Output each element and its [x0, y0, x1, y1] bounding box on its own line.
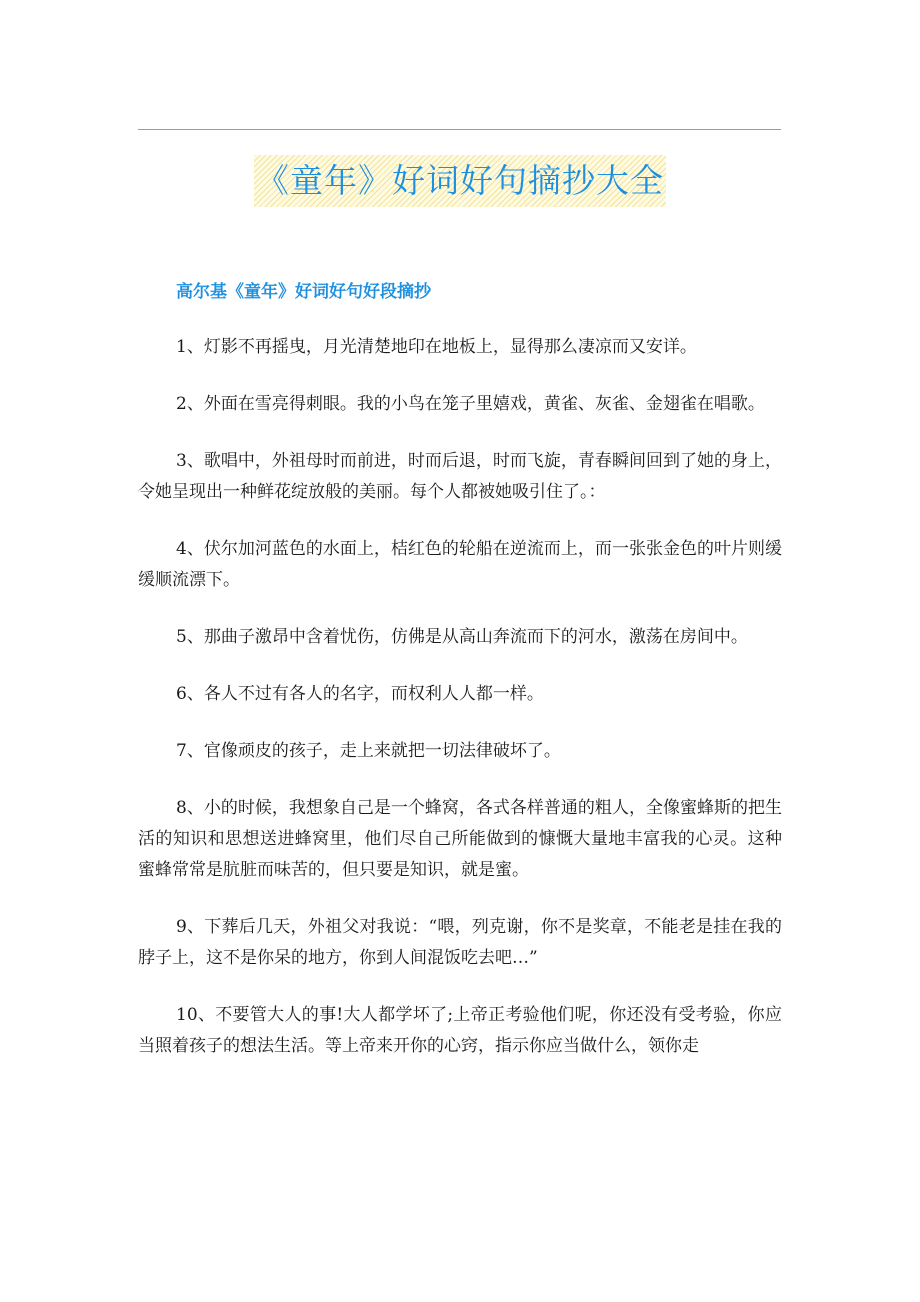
title-container: [0, 155, 920, 207]
header-rule: [138, 129, 781, 130]
paragraph: 10、不要管大人的事!大人都学坏了;上帝正考验他们呢，你还没有受考验，你应当照着孩子的想法生活。等上帝来开你的心窍，指示你应当做什么，领你走: [138, 1005, 782, 1056]
paragraph: 7、官像顽皮的孩子，走上来就把一切法律破坏了。: [176, 741, 561, 761]
paragraph: 5、那曲子激昂中含着忧伤，仿佛是从高山奔流而下的河水，激荡在房间中。: [176, 627, 748, 647]
paragraph: 8、小的时候，我想象自己是一个蜂窝，各式各样普通的粗人，全像蜜蜂斯的把生活的知识和思想送进蜂窝里，他们尽自己所能做到的慷慨大量地丰富我的心灵。这种蜜蜂常常是肮脏而味苦的，但只要是知识，就是蜜。: [138, 798, 782, 880]
paragraph: 3、歌唱中，外祖母时而前进，时而后退，时而飞旋，青春瞬间回到了她的身上，令她呈现出一种鲜花绽放般的美丽。每个人都被她吸引住了。：: [138, 451, 782, 502]
paragraph: 2、外面在雪亮得刺眼。我的小鸟在笼子里嬉戏，黄雀、灰雀、金翅雀在唱歌。: [176, 394, 765, 414]
article-body: [138, 332, 782, 1088]
page-title: 《童年》好词好句摘抄大全: [254, 155, 666, 207]
paragraph: 1、灯影不再摇曳，月光清楚地印在地板上，显得那么凄凉而又安详。: [176, 337, 697, 357]
paragraph: 9、下葬后几天，外祖父对我说：“喂，列克谢，你不是奖章，不能老是挂在我的脖子上，这不是你呆的地方，你到人间混饭吃去吧…”: [138, 917, 782, 968]
paragraph: 4、伏尔加河蓝色的水面上，桔红色的轮船在逆流而上，而一张张金色的叶片则缓缓顺流漂下。: [138, 539, 782, 590]
section-title: 高尔基《童年》好词好句好段摘抄: [176, 282, 431, 302]
paragraph: 6、各人不过有各人的名字，而权利人人都一样。: [176, 684, 544, 704]
